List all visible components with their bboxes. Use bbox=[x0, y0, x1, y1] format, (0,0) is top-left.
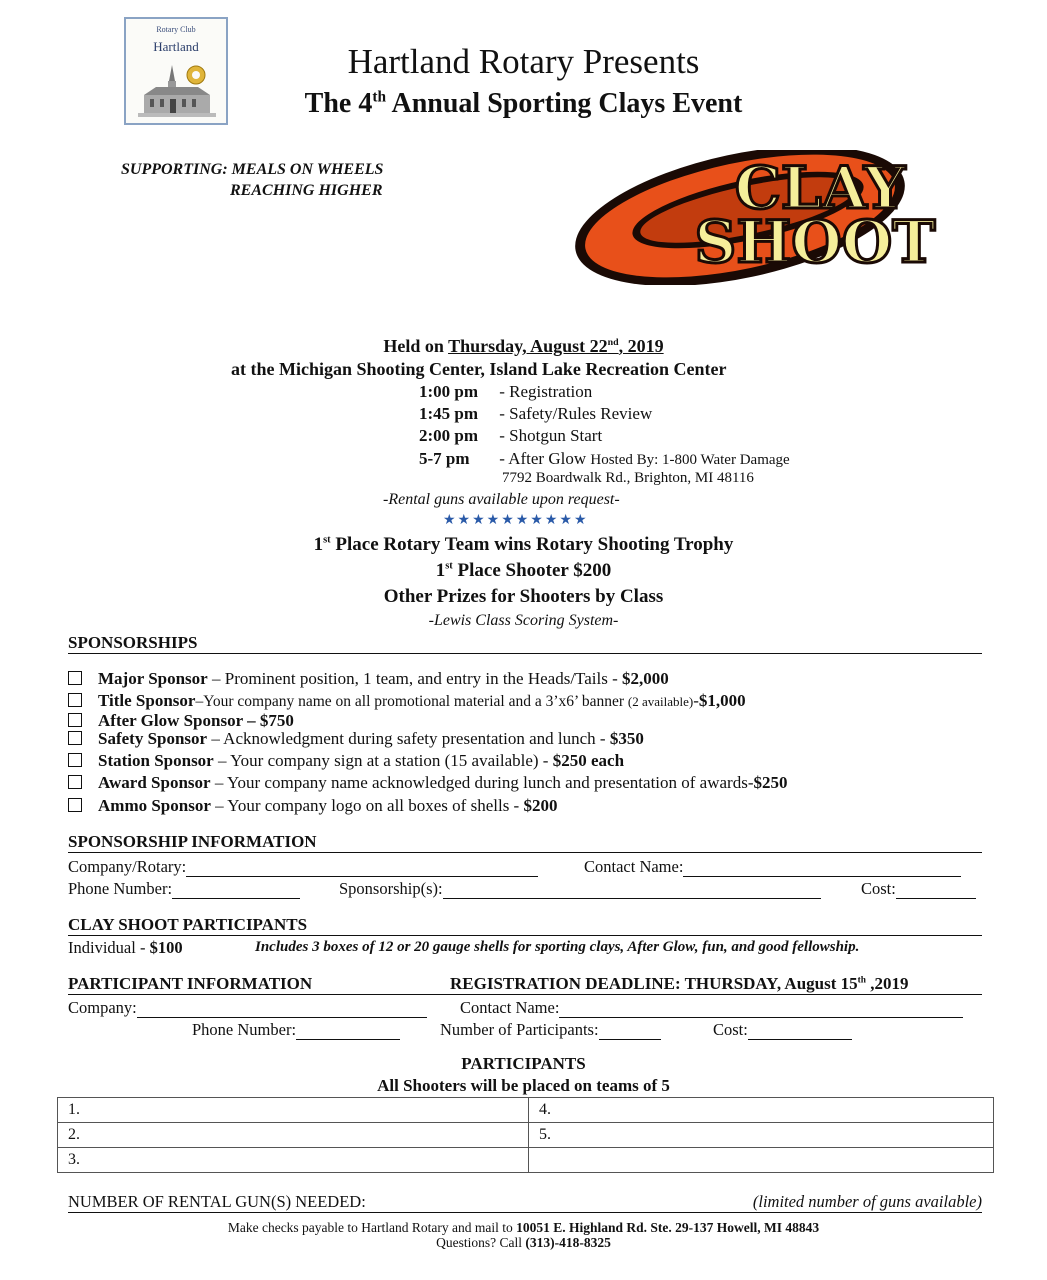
rental-note: -Rental guns available upon request- bbox=[383, 491, 620, 508]
participant-phone-field[interactable]: Phone Number: bbox=[192, 1020, 400, 1040]
sponsor-option-title[interactable]: Title Sponsor–Your company name on all promotional material and a 3’x6’ banner (2 available)-$1,000 bbox=[68, 691, 746, 711]
logo-line2: Hartland bbox=[153, 39, 199, 54]
participants-table-heading: PARTICIPANTS bbox=[461, 1054, 586, 1073]
individual-includes: Includes 3 boxes of 12 or 20 gauge shells for sporting clays, After Glow, fun, and good fellowship. bbox=[255, 939, 860, 955]
sponsor-phone-field[interactable]: Phone Number: bbox=[68, 879, 300, 899]
supporting-line1: SUPPORTING: MEALS ON WHEELS bbox=[121, 161, 384, 178]
participant-cell[interactable]: 4. bbox=[529, 1098, 994, 1123]
prize-shooter: 1st Place Shooter $200 bbox=[435, 560, 612, 581]
sponsor-cost-field[interactable]: Cost: bbox=[861, 879, 976, 899]
questions-info: Questions? Call (313)-418-8325 bbox=[436, 1235, 611, 1250]
table-row bbox=[58, 1098, 994, 1123]
afterglow-address: 7792 Boardwalk Rd., Brighton, MI 48116 bbox=[502, 470, 754, 486]
sponsor-option-ammo[interactable]: Ammo Sponsor – Your company logo on all boxes of shells - $200 bbox=[68, 796, 557, 816]
company-rotary-field[interactable]: Company/Rotary: bbox=[68, 857, 538, 877]
scoring-system: -Lewis Class Scoring System- bbox=[428, 612, 619, 629]
mailing-info: Make checks payable to Hartland Rotary and mail to 10051 E. Highland Rd. Ste. 29-137 Howell, MI 48843 bbox=[227, 1220, 820, 1235]
participant-cell[interactable]: 2. bbox=[58, 1123, 529, 1148]
participant-cell[interactable]: 1. bbox=[58, 1098, 529, 1123]
participant-cell[interactable] bbox=[529, 1148, 994, 1173]
prize-class: Other Prizes for Shooters by Class bbox=[383, 586, 664, 607]
event-date: Held on Thursday, August 22nd, 2019 bbox=[383, 336, 664, 356]
table-row bbox=[58, 1148, 994, 1173]
checkbox[interactable] bbox=[68, 753, 82, 767]
event-location: at the Michigan Shooting Center, Island Lake Recreation Center bbox=[231, 359, 727, 379]
logo-line1: Rotary Club bbox=[156, 25, 196, 34]
participants-heading: CLAY SHOOT PARTICIPANTS bbox=[68, 915, 982, 936]
checkbox[interactable] bbox=[68, 798, 82, 812]
participant-cost-field[interactable]: Cost: bbox=[713, 1020, 852, 1040]
page-subtitle: The 4th Annual Sporting Clays Event bbox=[304, 88, 743, 119]
schedule-item: 2:00 pm - Shotgun Start bbox=[419, 426, 603, 445]
supporting-line2: REACHING HIGHER bbox=[230, 182, 383, 199]
rental-guns-field[interactable]: NUMBER OF RENTAL GUN(S) NEEDED: (limited number of guns available) bbox=[68, 1192, 982, 1211]
participant-info-heading: PARTICIPANT INFORMATION REGISTRATION DEADLINE: THURSDAY, August 15th ,2019 bbox=[68, 974, 982, 995]
participants-table bbox=[57, 1097, 994, 1173]
participant-cell[interactable]: 3. bbox=[58, 1148, 529, 1173]
sponsorship-info-heading: SPONSORSHIP INFORMATION bbox=[68, 832, 982, 853]
sponsor-option-major[interactable]: Major Sponsor – Prominent position, 1 team, and entry in the Heads/Tails - $2,000 bbox=[68, 669, 669, 689]
sponsorships-heading: SPONSORSHIPS bbox=[68, 633, 982, 654]
sponsor-option-afterglow[interactable]: After Glow Sponsor – $750 bbox=[68, 711, 294, 731]
checkbox[interactable] bbox=[68, 731, 82, 745]
participant-contact-field[interactable]: Contact Name: bbox=[460, 998, 963, 1018]
stars-divider: ★★★★★★★★★★ bbox=[443, 512, 589, 528]
checkbox[interactable] bbox=[68, 775, 82, 789]
individual-price: Individual - $100 bbox=[68, 938, 183, 957]
sponsor-option-award[interactable]: Award Sponsor – Your company name acknowledged during lunch and presentation of awards-$250 bbox=[68, 773, 788, 793]
participant-cell[interactable]: 5. bbox=[529, 1123, 994, 1148]
schedule-item: 5-7 pm - After Glow Hosted By: 1-800 Water Damage bbox=[419, 449, 790, 468]
checkbox[interactable] bbox=[68, 713, 82, 727]
participant-company-field[interactable]: Company: bbox=[68, 998, 427, 1018]
teams-note: All Shooters will be placed on teams of 5 bbox=[377, 1076, 670, 1095]
prize-team: 1st Place Rotary Team wins Rotary Shooting Trophy bbox=[313, 534, 734, 555]
sponsor-option-station[interactable]: Station Sponsor – Your company sign at a station (15 available) - $250 each bbox=[68, 751, 624, 771]
sponsor-option-safety[interactable]: Safety Sponsor – Acknowledgment during safety presentation and lunch - $350 bbox=[68, 729, 644, 749]
clay-shoot-logo bbox=[570, 150, 1000, 285]
schedule-item: 1:00 pm - Registration bbox=[419, 382, 593, 401]
clay-word: CLAY bbox=[734, 154, 906, 222]
checkbox[interactable] bbox=[68, 693, 82, 707]
schedule-item: 1:45 pm - Safety/Rules Review bbox=[419, 404, 653, 423]
participant-number-field[interactable]: Number of Participants: bbox=[440, 1020, 661, 1040]
sponsorships-field[interactable]: Sponsorship(s): bbox=[339, 879, 821, 899]
sponsor-contact-field[interactable]: Contact Name: bbox=[584, 857, 961, 877]
checkbox[interactable] bbox=[68, 671, 82, 685]
table-row bbox=[58, 1123, 994, 1148]
page-title: Hartland Rotary Presents bbox=[347, 42, 700, 81]
shoot-word: SHOOT bbox=[694, 208, 936, 276]
